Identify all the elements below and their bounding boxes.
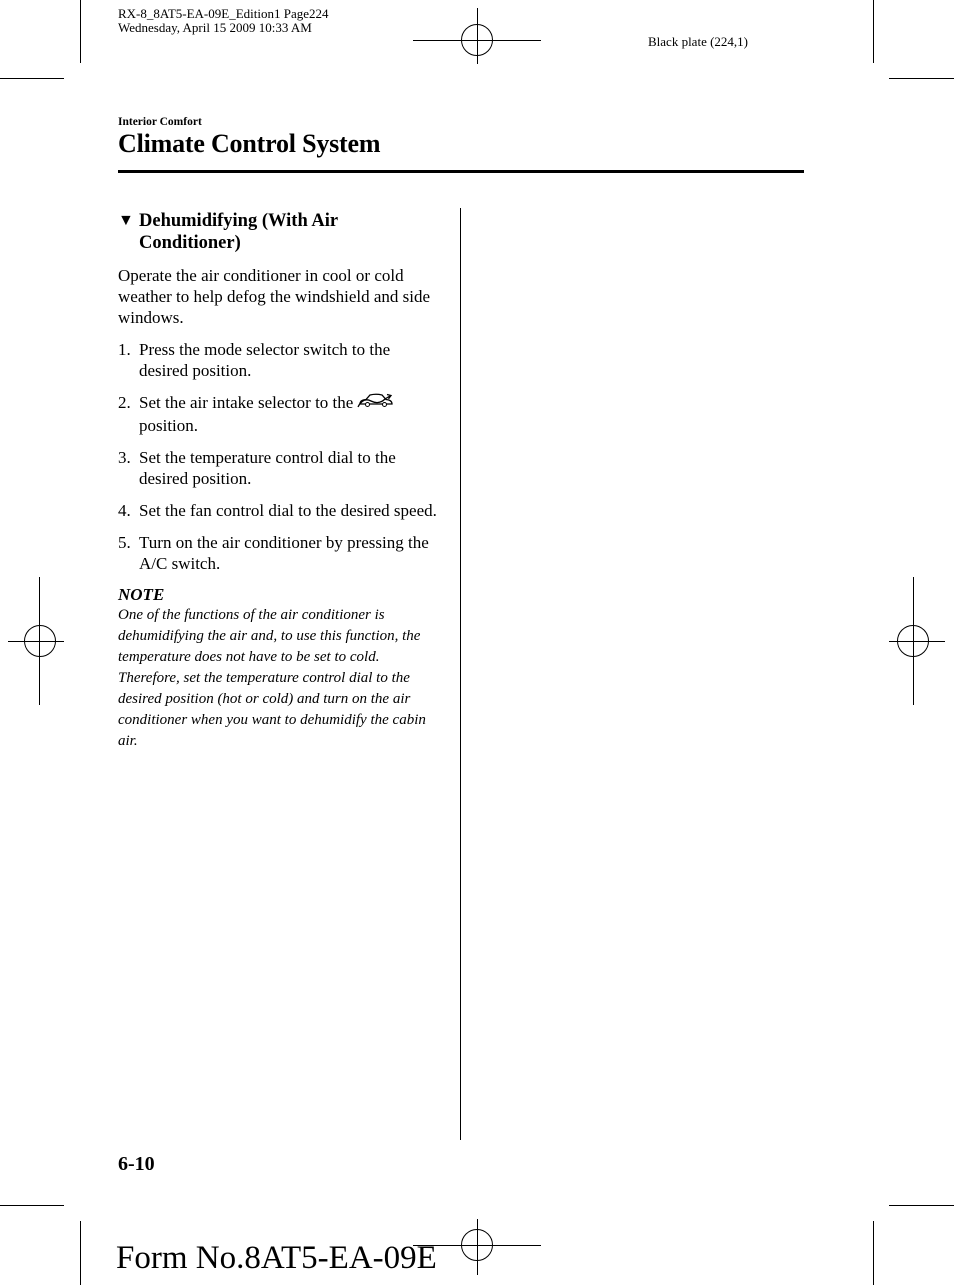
print-info [118,7,329,35]
print-info-file: RX-8_8AT5-EA-09E_Edition1 Page224 [118,6,329,21]
steps-list [118,339,440,574]
note-heading: NOTE [118,585,165,604]
heading-line-1: Dehumidifying (With Air [139,211,339,231]
intro-paragraph: Operate the air conditioner in cool or cold weather to help defog the windshield and side windows. [118,266,431,327]
note-text: One of the functions of the air conditioner is dehumidifying the air and, to use this function, the temperature does not have to be set to cold. Therefore, set the temperature control dial to the desired position (hot or cold) and turn on the air conditioner when you want to dehumidify the cabin air. [118,607,426,749]
plate-label: Black plate (224,1) [648,34,748,49]
left-column [118,210,440,752]
print-info-date: Wednesday, April 15 2009 10:33 AM [118,20,312,35]
outside-air-icon [357,392,395,415]
list-item: 1. Press the mode selector switch to the desired position. [118,340,391,380]
heading-line-2: Conditioner) [139,233,241,253]
list-item: 2. Set the air intake selector to the position. [118,392,440,436]
column-divider [460,208,461,1140]
form-number: Form No.8AT5-EA-09E [116,1240,437,1276]
page-number: 6-10 [118,1153,155,1175]
list-item: 4. Set the fan control dial to the desired speed. [118,501,437,520]
list-item: 5. Turn on the air conditioner by pressing the A/C switch. [118,533,429,573]
triangle-marker-icon: ▼ [118,212,134,229]
subsection-heading [118,210,440,254]
page-title: Climate Control System [118,129,381,158]
section-label: Interior Comfort [118,116,202,128]
title-rule [118,170,804,173]
list-item: 3. Set the temperature control dial to the desired position. [118,448,396,488]
